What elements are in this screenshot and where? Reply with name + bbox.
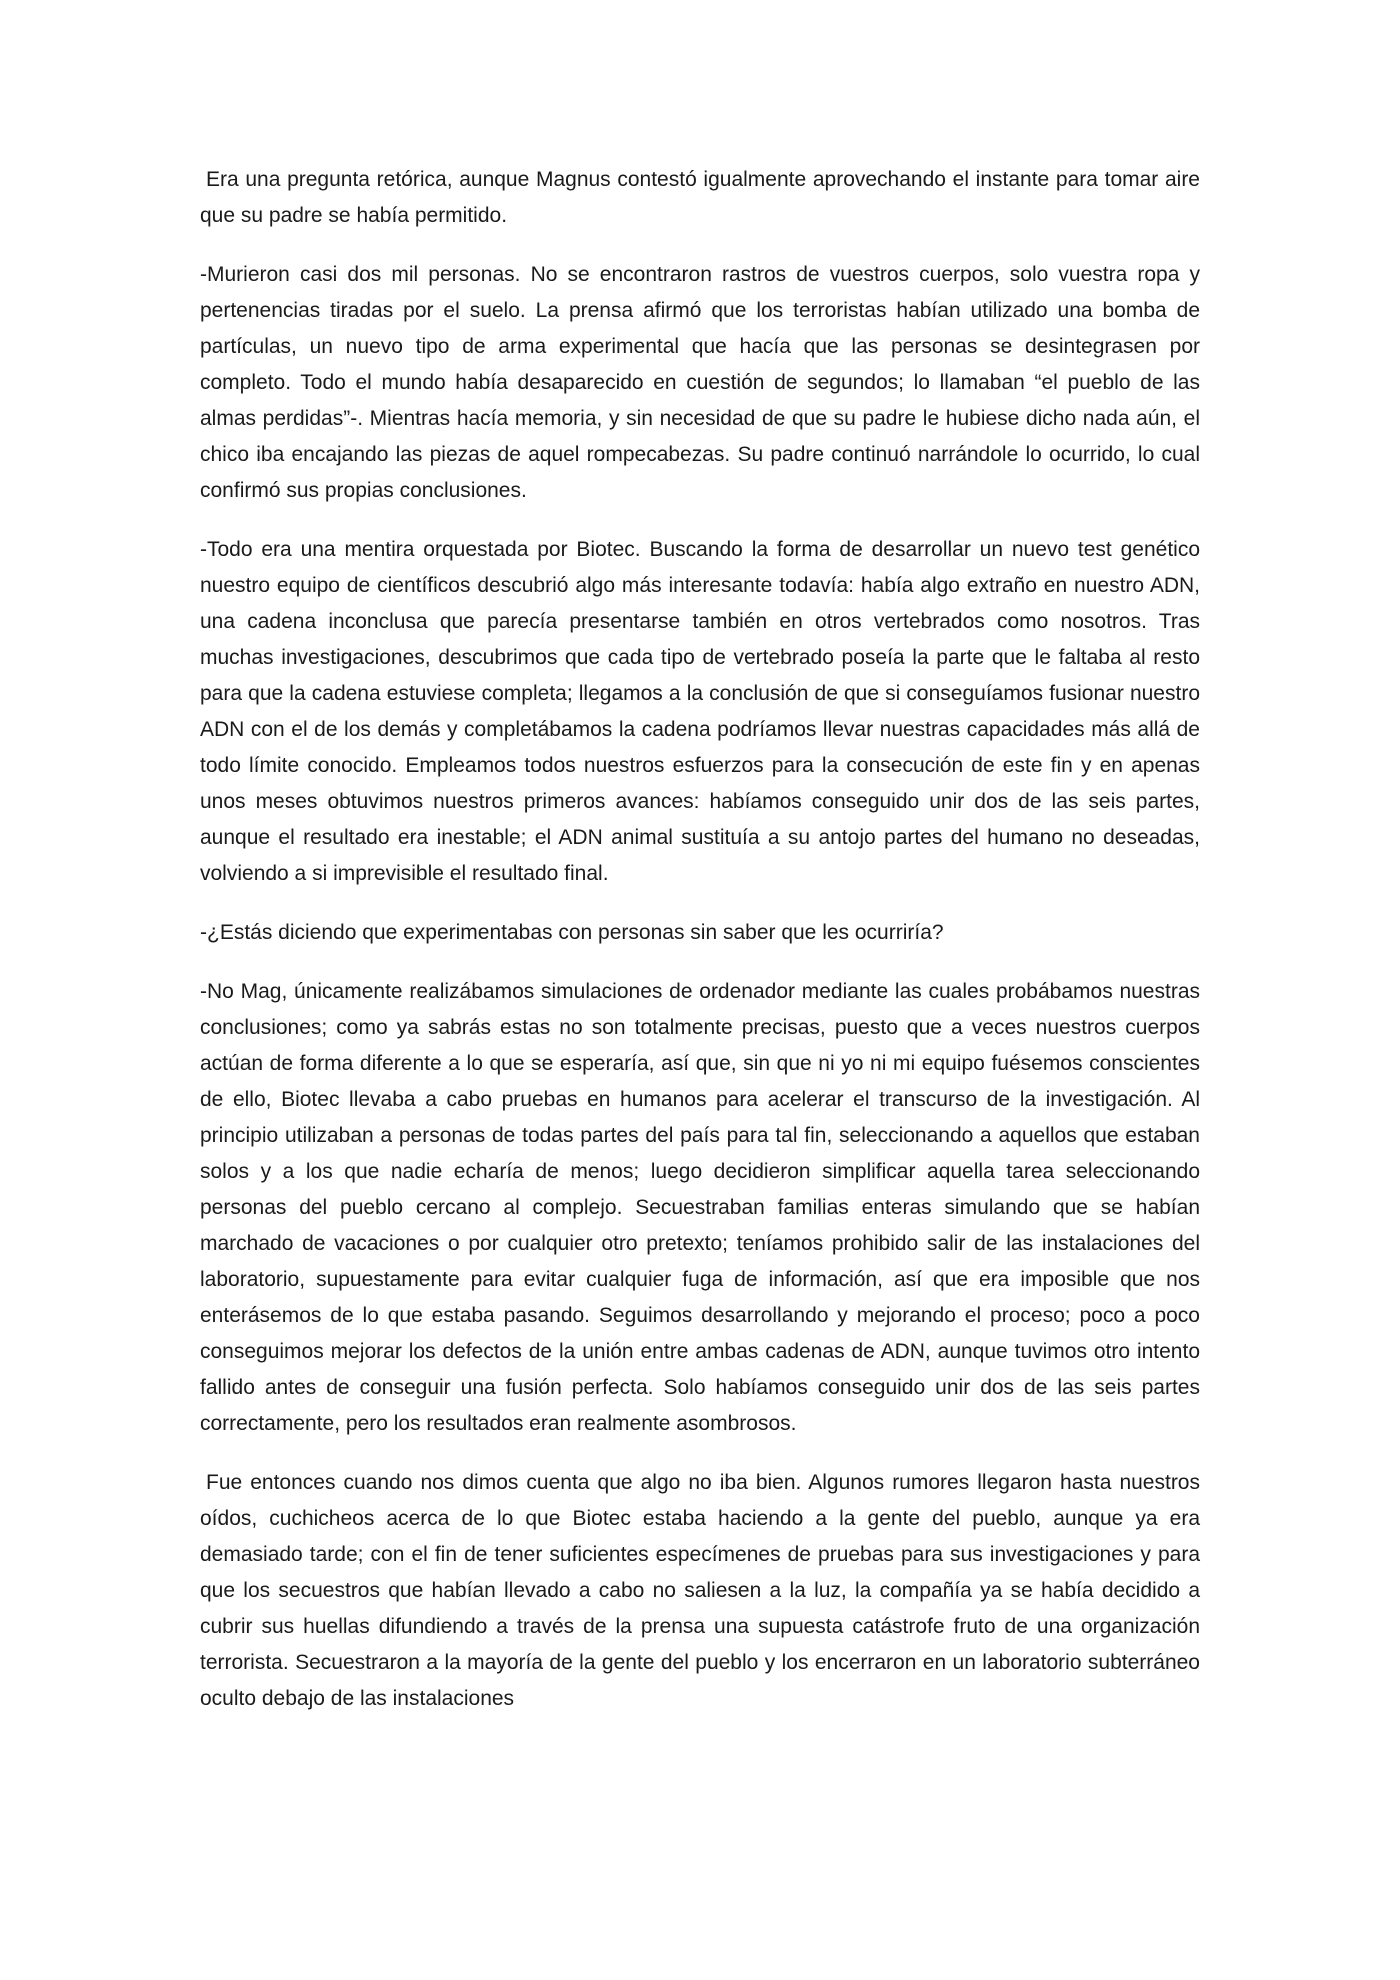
document-body xyxy=(200,162,1200,1740)
paragraph-2: -Murieron casi dos mil personas. No se encontraron rastros de vuestros cuerpos, solo vuestra ropa y pertenencias tiradas por el suelo. La prensa afirmó que los terroristas habían utilizado una bomba de partículas, un nuevo tipo de arma experimental que hacía que las personas se desintegrasen por completo. Todo el mundo había desaparecido en cuestión de segundos; lo llamaban “el pueblo de las almas perdidas”-. Mientras hacía memoria, y sin necesidad de que su padre le hubiese dicho nada aún, el chico iba encajando las piezas de aquel rompecabezas. Su padre continuó narrándole lo ocurrido, lo cual confirmó sus propias conclusiones. xyxy=(200,263,1200,502)
paragraph-6: Fue entonces cuando nos dimos cuenta que algo no iba bien. Algunos rumores llegaron hasta nuestros oídos, cuchicheos acerca de lo que Biotec estaba haciendo a la gente del pueblo, aunque ya era demasiado tarde; con el fin de tener suficientes especímenes de pruebas para sus investigaciones y para que los secuestros que habían llevado a cabo no saliesen a la luz, la compañía ya se había decidido a cubrir sus huellas difundiendo a través de la prensa una supuesta catástrofe fruto de una organización terrorista. Secuestraron a la mayoría de la gente del pueblo y los encerraron en un laboratorio subterráneo oculto debajo de las instalaciones xyxy=(200,1471,1200,1710)
paragraph-4: -¿Estás diciendo que experimentabas con personas sin saber que les ocurriría? xyxy=(200,921,944,944)
paragraph-3: -Todo era una mentira orquestada por Biotec. Buscando la forma de desarrollar un nuevo test genético nuestro equipo de científicos descubrió algo más interesante todavía: había algo extraño en nuestro ADN, una cadena inconclusa que parecía presentarse también en otros vertebrados como nosotros. Tras muchas investigaciones, descubrimos que cada tipo de vertebrado poseía la parte que le faltaba al resto para que la cadena estuviese completa; llegamos a la conclusión de que si conseguíamos fusionar nuestro ADN con el de los demás y completábamos la cadena podríamos llevar nuestras capacidades más allá de todo límite conocido. Empleamos todos nuestros esfuerzos para la consecución de este fin y en apenas unos meses obtuvimos nuestros primeros avances: habíamos conseguido unir dos de las seis partes, aunque el resultado era inestable; el ADN animal sustituía a su antojo partes del humano no deseadas, volviendo a si imprevisible el resultado final. xyxy=(200,538,1200,885)
paragraph-1: Era una pregunta retórica, aunque Magnus contestó igualmente aprovechando el instante para tomar aire que su padre se había permitido. xyxy=(200,168,1200,227)
paragraph-5: -No Mag, únicamente realizábamos simulaciones de ordenador mediante las cuales probábamos nuestras conclusiones; como ya sabrás estas no son totalmente precisas, puesto que a veces nuestros cuerpos actúan de forma diferente a lo que se esperaría, así que, sin que ni yo ni mi equipo fuésemos conscientes de ello, Biotec llevaba a cabo pruebas en humanos para acelerar el transcurso de la investigación. Al principio utilizaban a personas de todas partes del país para tal fin, seleccionando a aquellos que estaban solos y a los que nadie echaría de menos; luego decidieron simplificar aquella tarea seleccionando personas del pueblo cercano al complejo. Secuestraban familias enteras simulando que se habían marchado de vacaciones o por cualquier otro pretexto; teníamos prohibido salir de las instalaciones del laboratorio, supuestamente para evitar cualquier fuga de información, así que era imposible que nos enterásemos de lo que estaba pasando. Seguimos desarrollando y mejorando el proceso; poco a poco conseguimos mejorar los defectos de la unión entre ambas cadenas de ADN, aunque tuvimos otro intento fallido antes de conseguir una fusión perfecta. Solo habíamos conseguido unir dos de las seis partes correctamente, pero los resultados eran realmente asombrosos. xyxy=(200,980,1200,1435)
